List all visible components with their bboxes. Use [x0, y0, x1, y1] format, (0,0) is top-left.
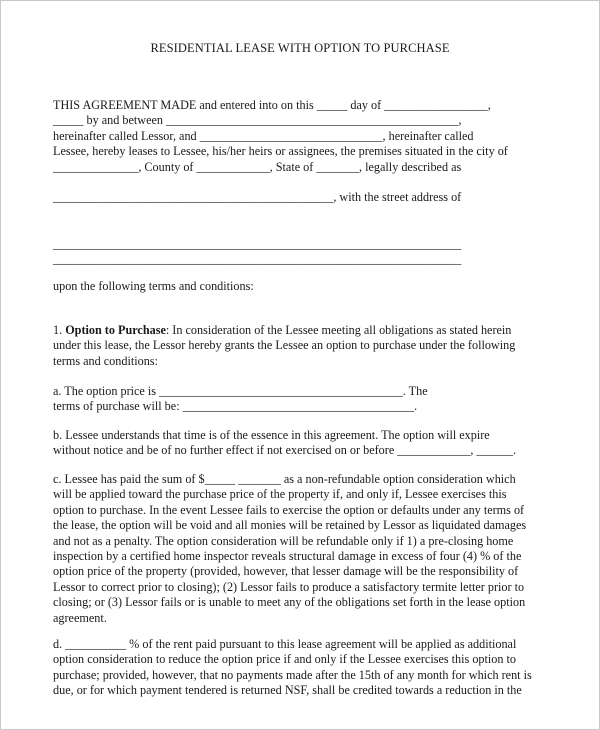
paragraph-c-line: agreement.	[53, 610, 107, 625]
paragraph-c-line: the lease, the option will be void and all monies will be retained by Lessor as liquidated damages	[53, 518, 527, 533]
intro-line: ______________, County of ____________, State of _______, legally described as	[53, 159, 462, 174]
paragraph-c-line: Lessor to correct prior to closing); (2) Lessor fails to produce a satisfactory termite letter prior to	[53, 579, 525, 594]
paragraph-c-line: will be applied toward the purchase price of the property if, and only if, Lessee exercises this	[53, 487, 507, 502]
paragraph-d-line: option consideration to reduce the option price if and only if the Lessee exercises this option to	[53, 652, 517, 667]
paragraph-c-line: c. Lessee has paid the sum of $_____ _______ as a non-refundable option consideration which	[53, 472, 516, 486]
paragraph-b-line: b. Lessee understands that time is of the essence in this agreement. The option will expire	[53, 428, 490, 442]
paragraph-a-line: terms of purchase will be: ______________________________________.	[53, 399, 418, 414]
section-1-first-line	[53, 323, 553, 338]
paragraph-c-line: option price of the property (provided, however, that lesser damage will be the responsibility of	[53, 564, 519, 579]
terms-intro: upon the following terms and conditions:	[53, 279, 254, 293]
paragraph-c-line: closing; or (3) Lessor fails or is unable to meet any of the obligations set forth in the lease option	[53, 595, 526, 610]
section-1-first-line-text: : In consideration of the Lessee meeting all obligations as stated herein	[165, 323, 512, 337]
paragraph-a	[53, 384, 553, 415]
address-lines	[53, 190, 553, 205]
intro-line: THIS AGREEMENT MADE and entered into on this _____ day of _________________,	[53, 98, 491, 112]
paragraph-d-line: due, or for which payment tendered is returned NSF, shall be credited towards a reduction in the	[53, 683, 522, 698]
document-title: RESIDENTIAL LEASE WITH OPTION TO PURCHASE	[150, 41, 450, 55]
legal-description-line: ______________________________________________, with the street address of	[53, 190, 462, 204]
section-1-number: 1.	[53, 323, 63, 337]
paragraph-d-line: d. __________ % of the rent paid pursuant to this lease agreement will be applied as additional	[53, 637, 517, 651]
street-address-line: ___________________________________________________________________	[53, 237, 462, 251]
paragraph-b	[53, 428, 553, 459]
paragraph-a-line: a. The option price is ________________________________________. The	[53, 384, 428, 398]
paragraph-d	[53, 637, 553, 699]
section-1	[53, 323, 553, 369]
intro-line: Lessee, hereby leases to Lessee, his/her heirs or assignees, the premises situated in the city of	[53, 144, 508, 159]
street-address-lines	[53, 237, 553, 268]
paragraph-c-line: inspection by a certified home inspector reveals structural damage in excess of four (4) % of the	[53, 549, 522, 564]
paragraph-d-line: purchase; provided, however, that no payments made after the 15th of any month for which rent is	[53, 667, 532, 682]
intro-line: _____ by and between ________________________________________________,	[53, 113, 462, 128]
paragraph-c	[53, 472, 553, 626]
paragraph-c-line: and not as a penalty. The option consideration will be refundable only if 1) a pre-closing home	[53, 533, 514, 548]
section-1-heading: Option to Purchase	[65, 323, 166, 337]
paragraph-b-line: without notice and be of no further effect if not exercised on or before ____________, ______.	[53, 443, 517, 458]
street-address-line: ___________________________________________________________________	[53, 252, 462, 267]
intro-paragraph	[53, 98, 553, 175]
intro-line: hereinafter called Lessor, and ______________________________, hereinafter called	[53, 128, 474, 143]
paragraph-c-line: option to purchase. In the event Lessee fails to exercise the option or defaults under any terms of	[53, 502, 525, 517]
section-1-line: terms and conditions:	[53, 353, 158, 368]
section-1-line: under this lease, the Lessor hereby grants the Lessee an option to purchase under the following	[53, 338, 516, 353]
